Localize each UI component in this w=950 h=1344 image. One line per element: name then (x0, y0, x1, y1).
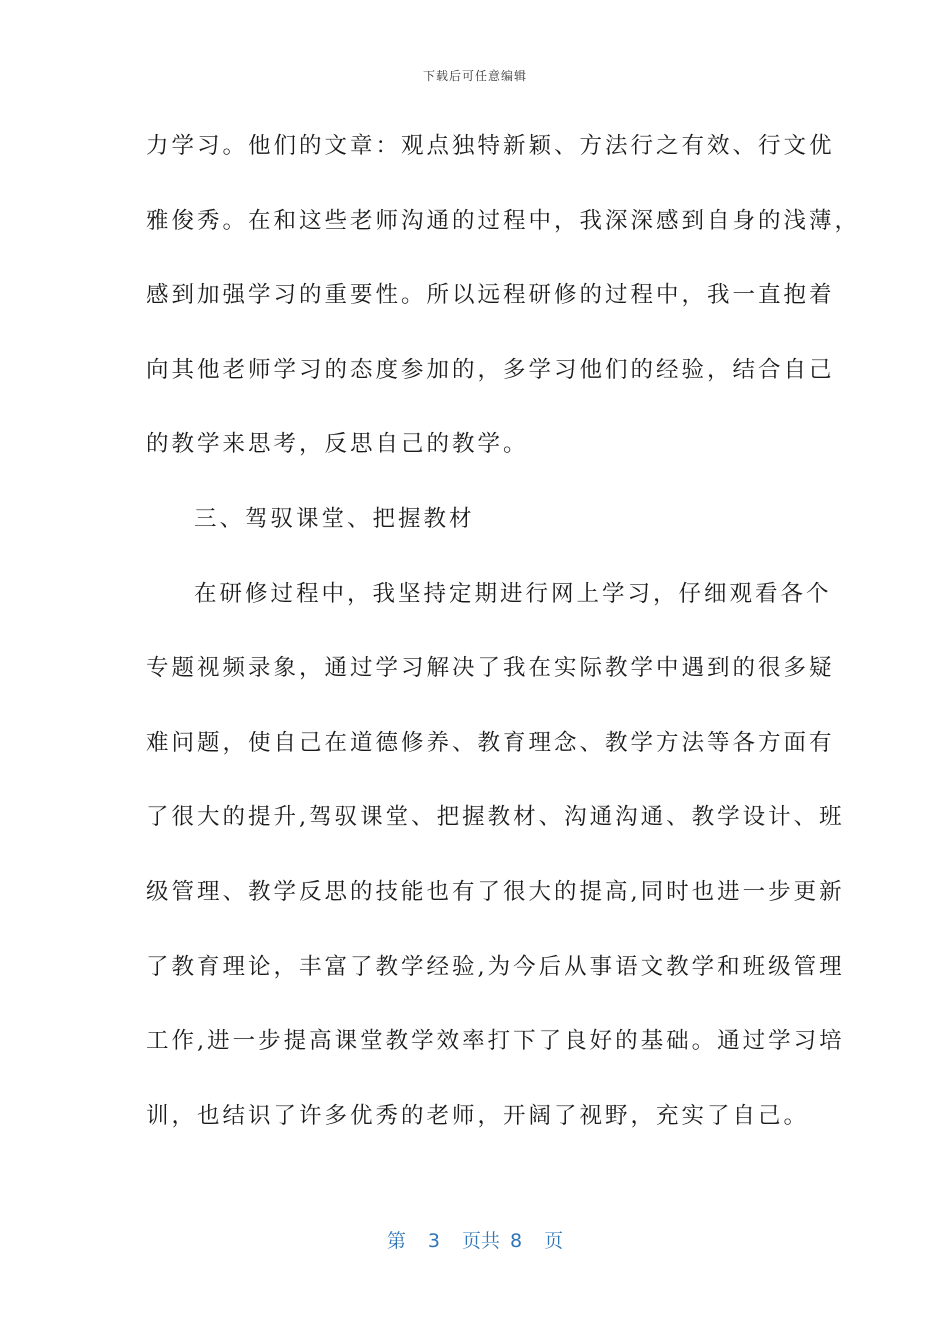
page-label-prefix: 第 (386, 1230, 406, 1252)
paragraph-line: 工作,进一步提高课堂教学效率打下了良好的基础。通过学习培 (146, 1028, 845, 1055)
section-heading: 三、驾驭课堂、把握教材 (194, 505, 475, 532)
page-label-suffix: 页 (544, 1230, 564, 1252)
paragraph-line: 雅俊秀。在和这些老师沟通的过程中，我深深感到自身的浅薄， (146, 207, 861, 234)
paragraph-line: 训，也结识了许多优秀的老师，开阔了视野，充实了自己。 (146, 1102, 810, 1129)
header-note: 下载后可任意编辑 (422, 69, 527, 83)
paragraph-line: 在研修过程中，我坚持定期进行网上学习，仔细观看各个 (194, 580, 832, 607)
total-pages: 8 (510, 1230, 523, 1252)
paragraph-line: 难问题，使自己在道德修养、教育理念、教学方法等各方面有 (146, 729, 835, 756)
page-label-mid: 页共 (461, 1230, 500, 1252)
paragraph-line: 级管理、教学反思的技能也有了很大的提高,同时也进一步更新 (146, 878, 845, 905)
paragraph-line: 专题视频录象，通过学习解决了我在实际教学中遇到的很多疑 (146, 655, 835, 682)
paragraph-line: 的教学来思考，反思自己的教学。 (146, 431, 529, 458)
page-footer (0, 1226, 950, 1253)
paragraph-line: 了教育理论，丰富了教学经验,为今后从事语文教学和班级管理 (146, 953, 845, 980)
paragraph-line: 力学习。他们的文章：观点独特新颖、方法行之有效、行文优 (146, 133, 835, 159)
page-number: 3 (427, 1230, 440, 1252)
paragraph-line: 向其他老师学习的态度参加的，多学习他们的经验，结合自己 (146, 356, 835, 383)
document-body (146, 128, 861, 1172)
paragraph-line: 感到加强学习的重要性。所以远程研修的过程中，我一直抱着 (146, 282, 835, 309)
paragraph-line: 了很大的提升,驾驭课堂、把握教材、沟通沟通、教学设计、班 (146, 804, 845, 831)
